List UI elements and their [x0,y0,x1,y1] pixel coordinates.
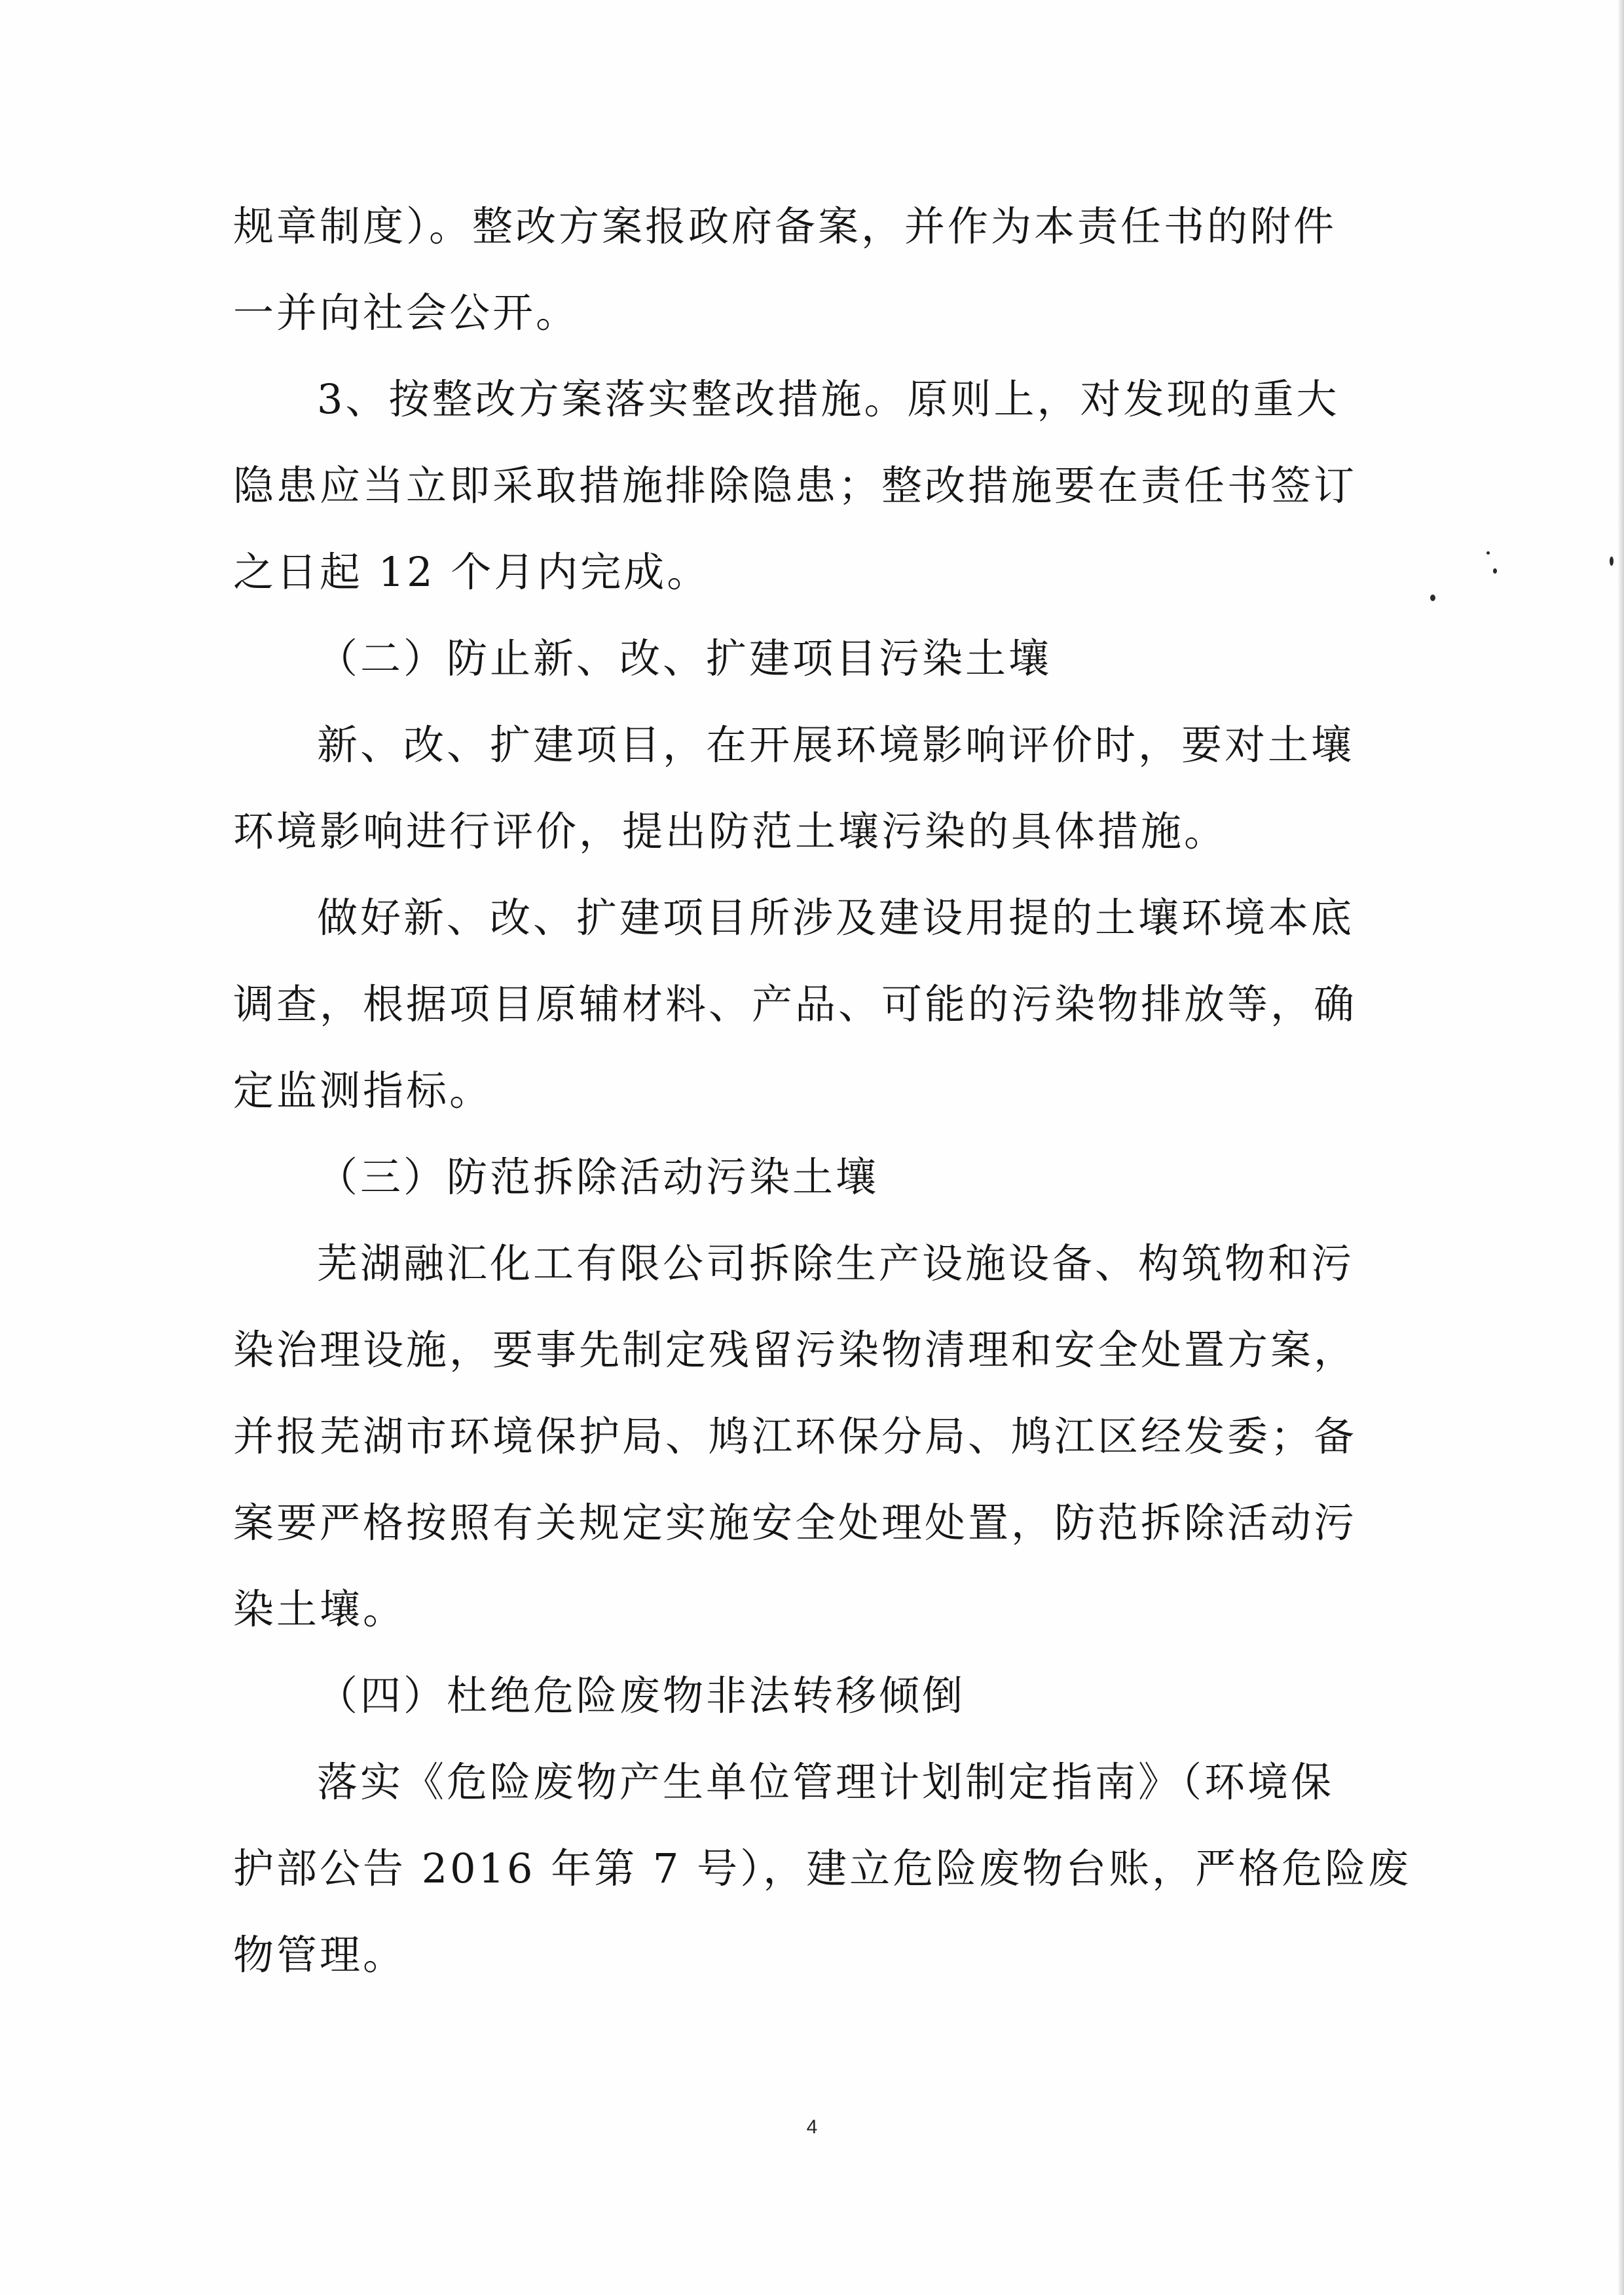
paragraph-start: 新、改、扩建项目，在开展环境影响评价时，要对土壤 [317,721,1355,769]
text-line: 之日起 12 个月内完成。 [233,548,710,596]
text-line: 调查，根据项目原辅材料、产品、可能的污染物排放等，确 [233,980,1357,1028]
paragraph-start: 芜湖融汇化工有限公司拆除生产设施设备、构筑物和污 [317,1239,1355,1287]
text-line: 案要严格按照有关规定实施安全处理处置，防范拆除活动污 [233,1499,1357,1547]
scan-speck [1610,557,1614,566]
text-line: 染治理设施，要事先制定残留污染物清理和安全处置方案， [233,1326,1357,1374]
scan-edge-shadow [1617,0,1624,2295]
numbered-paragraph: 3、按整改方案落实整改措施。原则上，对发现的重大 [317,375,1340,423]
text-line: 隐患应当立即采取措施排除隐患；整改措施要在责任书签订 [233,462,1357,509]
body-text [233,183,1412,1998]
section-heading: （二）防止新、改、扩建项目污染土壤 [317,634,1052,682]
text-line: 一并向社会公开。 [233,289,580,337]
paragraph-start: 落实《危险废物产生单位管理计划制定指南》（环境保 [317,1758,1335,1806]
scan-speck [1486,551,1490,555]
text-line: 染土壤。 [233,1585,407,1633]
text-line: 定监测指标。 [233,1067,493,1114]
scan-speck [1430,595,1435,601]
section-heading: （三）防范拆除活动污染土壤 [317,1153,879,1201]
text-line: 物管理。 [233,1931,407,1979]
text-line: 规章制度）。整改方案报政府备案，并作为本责任书的附件 [233,202,1337,250]
paragraph-start: 做好新、改、扩建项目所涉及建设用提的土壤环境本底 [317,894,1355,942]
page-number: 4 [806,2116,818,2138]
section-heading: （四）杜绝危险废物非法转移倾倒 [317,1672,966,1719]
text-line: 环境影响进行评价，提出防范土壤污染的具体措施。 [233,807,1228,855]
text-line: 护部公告 2016 年第 7 号），建立危险废物台账，严格危险废 [233,1845,1412,1892]
text-line: 并报芜湖市环境保护局、鸠江环保分局、鸠江区经发委；备 [233,1412,1357,1460]
scan-speck [1493,568,1497,574]
